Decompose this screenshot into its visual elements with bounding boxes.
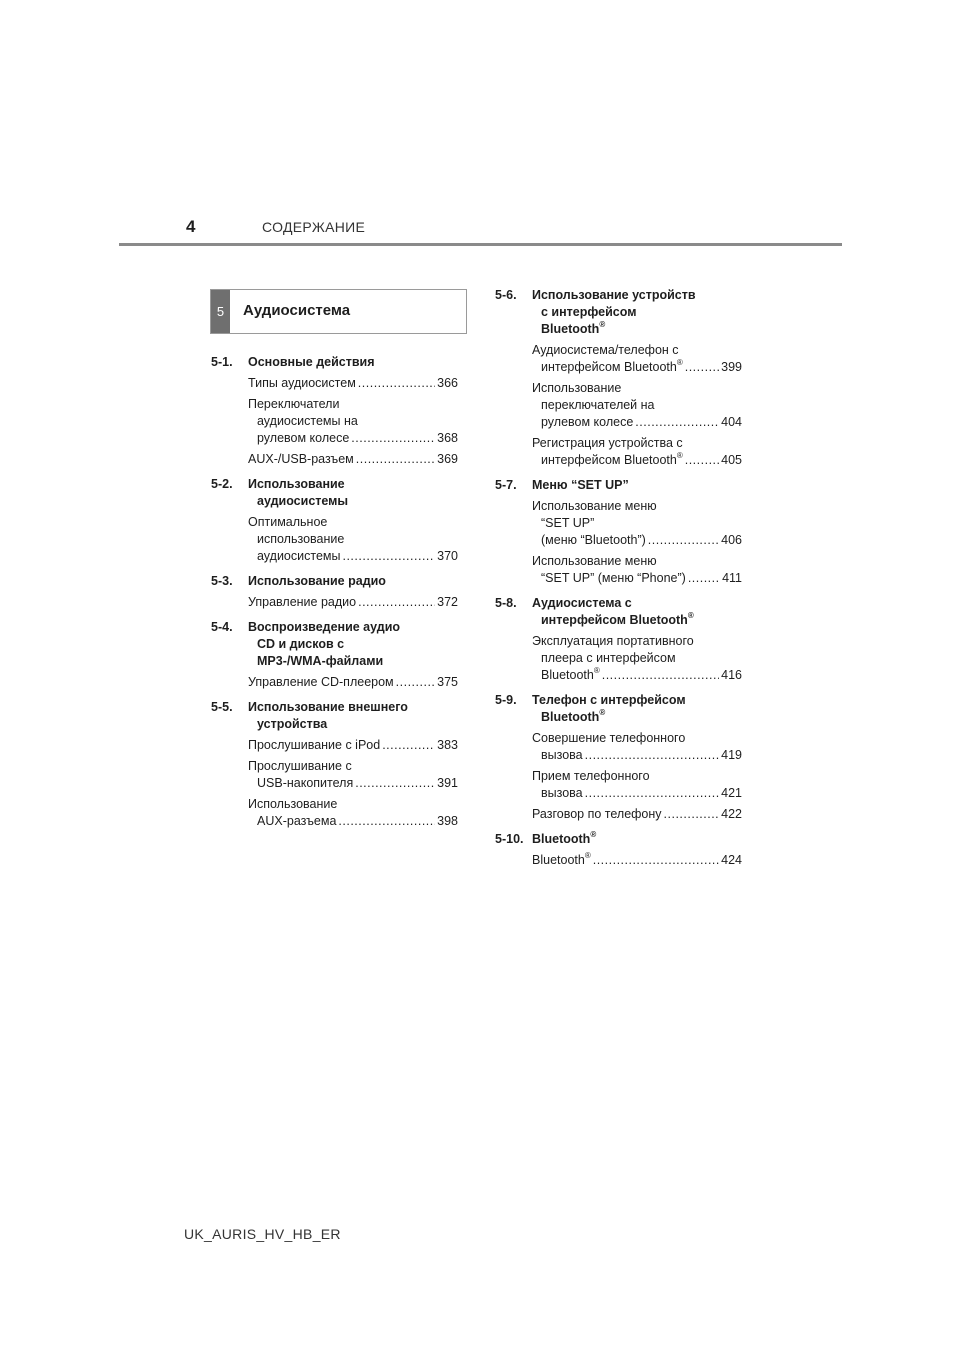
toc-entry[interactable]: Оптимальное использование аудиосистемы ..... 370 (248, 514, 458, 565)
toc-entry[interactable]: Использование AUX-разъема ..... 398 (248, 796, 458, 830)
page-ref: 404 (721, 415, 742, 429)
section-title: Аудиосистема (243, 302, 351, 319)
page-ref: 369 (437, 452, 458, 466)
toc-left-column (211, 354, 458, 834)
page-ref: 372 (437, 595, 458, 609)
page-number: 4 (186, 217, 196, 236)
toc-entry[interactable]: Разговор по телефону ..... 422 (532, 806, 742, 823)
chapter-number: 5-8. (495, 596, 517, 610)
page-ref: 399 (721, 360, 742, 374)
page-ref: 411 (722, 571, 742, 585)
chapter-heading[interactable]: 5-10. Bluetooth® (495, 830, 597, 846)
page-ref: 405 (721, 453, 742, 467)
header-divider (119, 243, 842, 246)
chapter-number: 5-9. (495, 693, 517, 707)
toc-entry[interactable]: Управление радио ..... 372 (248, 594, 458, 611)
header-title: СОДЕРЖАНИЕ (262, 219, 366, 235)
chapter-number: 5-1. (211, 355, 233, 369)
chapter-heading[interactable]: 5-4. Воспроизведение аудио CD и дисков с MP3-/WMA-файлами (211, 620, 401, 668)
chapter-heading[interactable]: 5-2. Использование аудиосистемы (211, 477, 349, 508)
page-ref: 421 (721, 786, 742, 800)
chapter-heading[interactable] (211, 573, 458, 590)
page-ref: 366 (437, 376, 458, 390)
toc-entry[interactable]: Переключатели аудиосистемы на рулевом колесе ..... 368 (248, 396, 458, 447)
chapter-title: Меню “SET UP” (532, 478, 629, 492)
toc-entry[interactable]: Регистрация устройства с интерфейсом Bluetooth® ..... 405 (532, 435, 742, 469)
chapter-heading[interactable]: 5-9. Телефон с интерфейсом Bluetooth® (495, 693, 686, 724)
toc-entry[interactable]: Управление CD-плеером ..... 375 (248, 674, 458, 691)
page-ref: 419 (721, 748, 742, 762)
footer-code: UK_AURIS_HV_HB_ER (184, 1226, 341, 1242)
toc-right-column (495, 287, 742, 873)
chapter-heading[interactable]: 5-6. Использование устройств с интерфейсом Bluetooth® (495, 288, 696, 336)
toc-entry[interactable]: Совершение телефонного вызова ..... 419 (532, 730, 742, 764)
chapter-heading[interactable] (495, 477, 742, 494)
toc-entry[interactable]: Типы аудиосистем ..... 366 (248, 375, 458, 392)
chapter-number: 5-2. (211, 477, 233, 491)
chapter-heading[interactable] (211, 354, 458, 371)
page-ref: 375 (437, 675, 458, 689)
chapter-number: 5-5. (211, 700, 233, 714)
chapter-title: Использование радио (248, 574, 386, 588)
section-heading (210, 289, 467, 334)
page-header (0, 0, 960, 260)
toc-entry[interactable]: Использование меню “SET UP” (меню “Phone”) ..... 411 (532, 553, 742, 587)
page-ref: 370 (437, 549, 458, 563)
chapter-heading[interactable]: 5-5. Использование внешнего устройства (211, 700, 408, 731)
page-ref: 391 (437, 776, 458, 790)
page-ref: 383 (437, 738, 458, 752)
chapter-number: 5-7. (495, 478, 517, 492)
page-ref: 368 (437, 431, 458, 445)
chapter-number: 5-10. (495, 832, 524, 846)
chapter-number: 5-6. (495, 288, 517, 302)
page-ref: 422 (721, 807, 742, 821)
toc-entry[interactable]: Прослушивание с USB-накопителя ..... 391 (248, 758, 458, 792)
toc-entry[interactable]: Прием телефонного вызова ..... 421 (532, 768, 742, 802)
toc-entry[interactable]: Использование переключателей на рулевом колесе ..... 404 (532, 380, 742, 431)
page-ref: 416 (721, 668, 742, 682)
chapter-title: Основные действия (248, 355, 375, 369)
toc-entry[interactable]: Аудиосистема/телефон с интерфейсом Bluetooth® ..... 399 (532, 342, 742, 376)
toc-entry[interactable]: Использование меню “SET UP” (меню “Bluetooth”) ..... 406 (532, 498, 742, 549)
page-ref: 424 (721, 853, 742, 867)
page-ref: 398 (437, 814, 458, 828)
section-number-tab: 5 (211, 290, 230, 333)
chapter-number: 5-3. (211, 574, 233, 588)
toc-entry[interactable]: Bluetooth® ..... 424 (532, 852, 742, 869)
page-ref: 406 (721, 533, 742, 547)
toc-entry[interactable]: Эксплуатация портативного плеера с интерфейсом Bluetooth® ..... 416 (532, 633, 742, 684)
chapter-heading[interactable]: 5-8. Аудиосистема с интерфейсом Bluetooth® (495, 596, 694, 627)
toc-entry[interactable]: AUX-/USB-разъем ..... 369 (248, 451, 458, 468)
chapter-number: 5-4. (211, 620, 233, 634)
toc-entry[interactable]: Прослушивание с iPod ..... 383 (248, 737, 458, 754)
